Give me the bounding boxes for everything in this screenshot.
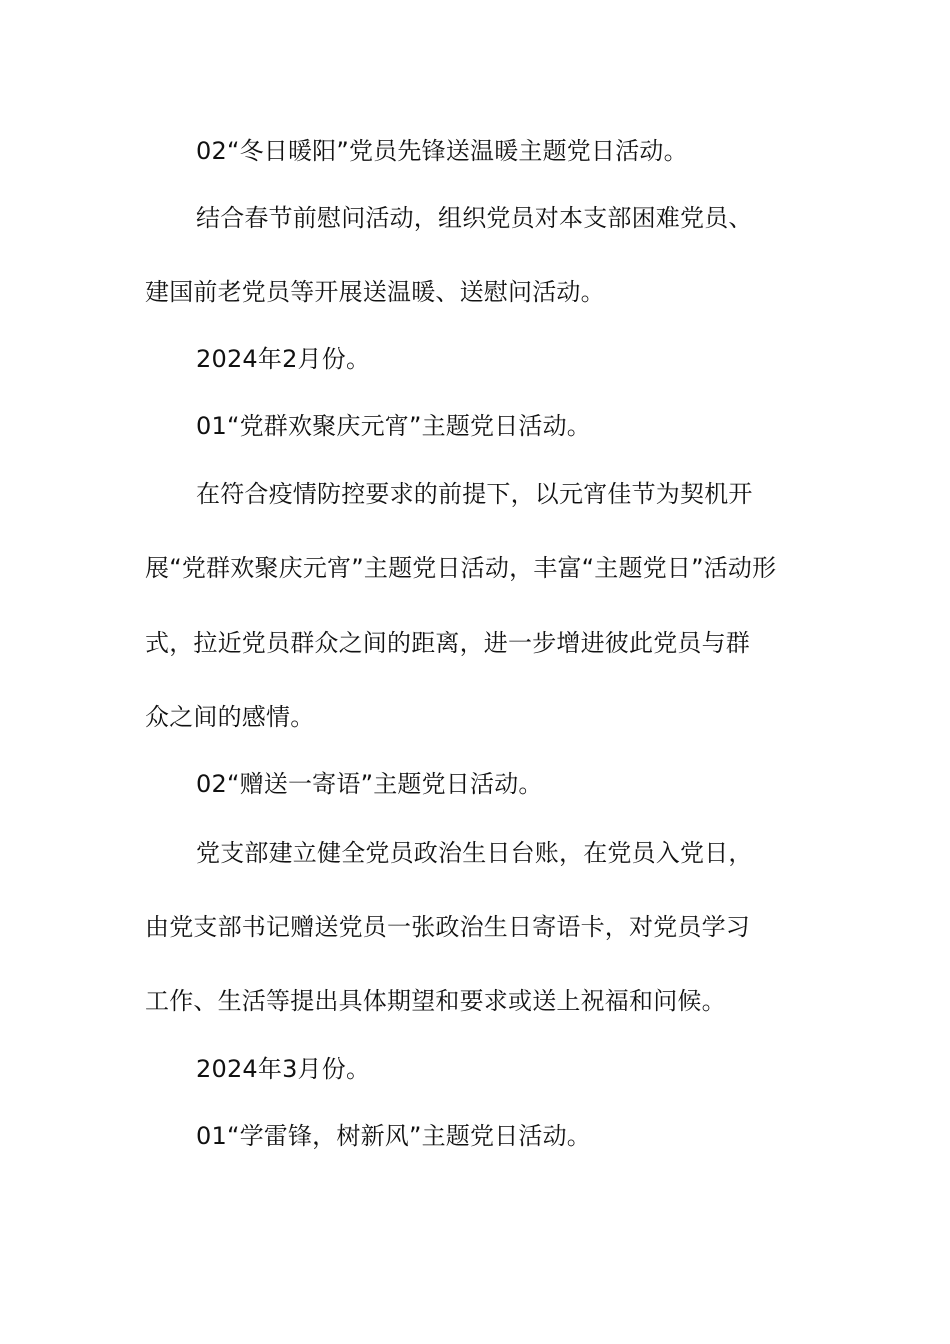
text-line: 式，拉近党员群众之间的距离，进一步增进彼此党员与群 (145, 629, 750, 657)
text-line: 01“学雷锋，树新风”主题党日活动。 (196, 1122, 592, 1150)
text-line: 建国前老党员等开展送温暖、送慰问活动。 (145, 278, 605, 306)
text-line: 众之间的感情。 (145, 703, 315, 731)
text-line: 党支部建立健全党员政治生日台账，在党员入党日， (196, 839, 753, 867)
text-line: 由党支部书记赠送党员一张政治生日寄语卡，对党员学习 (145, 913, 750, 941)
text-line: 展“党群欢聚庆元宵”主题党日活动，丰富“主题党日”活动形 (145, 554, 777, 582)
text-line: 01“党群欢聚庆元宵”主题党日活动。 (196, 412, 592, 440)
text-line: 2024年2月份。 (196, 345, 371, 373)
text-line: 在符合疫情防控要求的前提下，以元宵佳节为契机开 (196, 480, 753, 508)
text-line: 02“冬日暖阳”党员先锋送温暖主题党日活动。 (196, 137, 688, 165)
text-line: 02“赠送一寄语”主题党日活动。 (196, 770, 543, 798)
text-line: 2024年3月份。 (196, 1055, 371, 1083)
text-line: 结合春节前慰问活动，组织党员对本支部困难党员、 (196, 204, 753, 232)
text-line: 工作、生活等提出具体期望和要求或送上祝福和问候。 (145, 987, 726, 1015)
